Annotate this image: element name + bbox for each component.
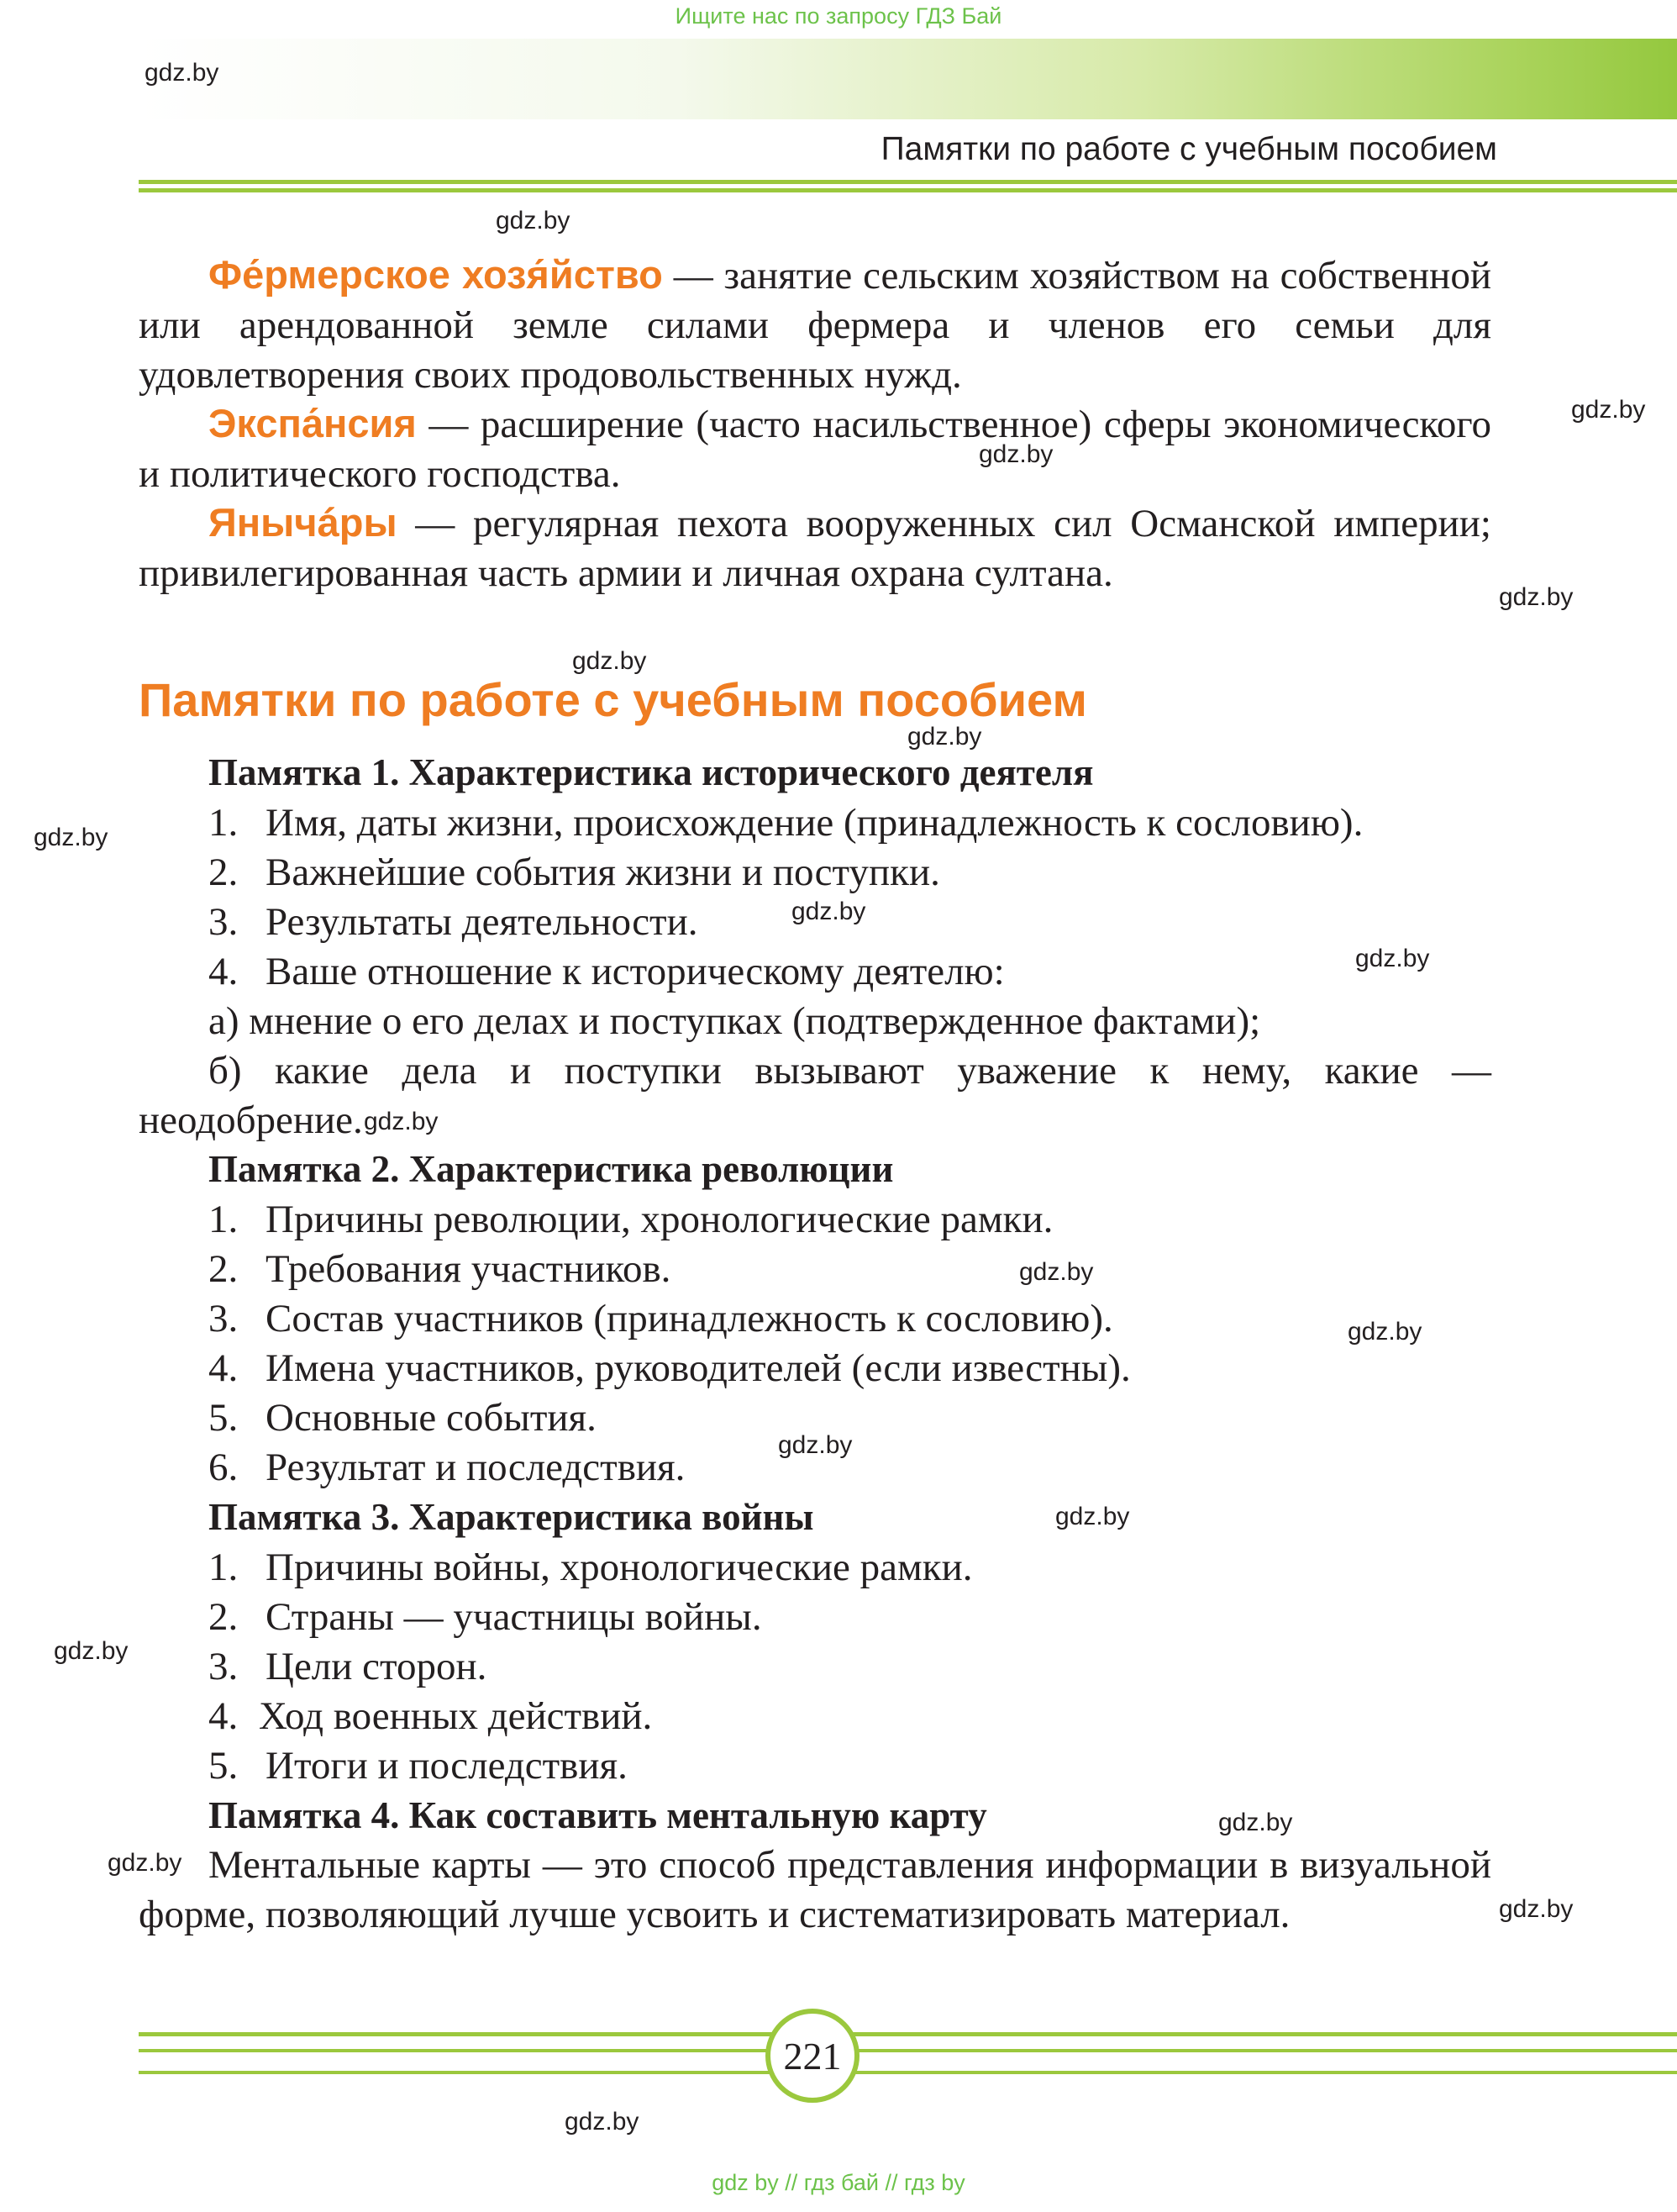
watermark: gdz.by (907, 723, 982, 750)
watermark: gdz.by (1499, 583, 1574, 611)
page-number-badge (765, 2009, 860, 2103)
watermark: gdz.by (1355, 945, 1430, 972)
top-search-banner[interactable]: Ищите нас по запросу ГДЗ Бай (675, 3, 1002, 29)
list-item: 4. Ход военных действий. (208, 1694, 653, 1738)
list-item: 5. Итоги и последствия. (208, 1744, 628, 1788)
watermark: gdz.by (791, 898, 866, 925)
watermark: gdz.by (1019, 1258, 1094, 1286)
glossary-entry-farm (139, 250, 1491, 400)
watermark: gdz.by (34, 824, 108, 851)
bottom-links[interactable]: gdz by // гдз бай // гдз by (712, 2170, 965, 2195)
sub-item-b: б) какие дела и поступки вызывают уважение к нему, какие — неодобрение. (139, 1049, 1491, 1142)
list-item: 3. Цели сторон. (208, 1645, 487, 1688)
glossary-definition: — занятие сельским хозяйством на собственной или арендованной земле силами фермера и членов его семьи для удовлетворения своих продовольственных нужд. (139, 254, 1491, 397)
header-gradient-band (139, 39, 1677, 119)
glossary-term: Экспа́нсия (208, 401, 417, 445)
watermark: gdz.by (979, 440, 1054, 468)
header-logo: gdz.by (145, 59, 219, 87)
list-item: 1. Имя, даты жизни, происхождение (принадлежность к сословию). (208, 801, 1364, 845)
list-item: 5. Основные события. (208, 1396, 597, 1440)
sub-item-a: а) мнение о его делах и поступках (подтвержденное фактами); (208, 999, 1261, 1043)
list-item: 2. Страны — участницы войны. (208, 1595, 762, 1639)
list-item: 1. Причины революции, хронологические рамки. (208, 1198, 1054, 1241)
memo-4-text: Ментальные карты — это способ представления информации в визуальной форме, позволяющий лучше усвоить и систематизировать материал. (139, 1843, 1491, 1936)
watermark: gdz.by (565, 2108, 639, 2136)
glossary-definition: — расширение (часто насильственное) сферы экономического и политического господства. (139, 403, 1491, 496)
list-item: 4. Имена участников, руководителей (если известны). (208, 1346, 1131, 1390)
list-item: 2. Требования участников. (208, 1247, 671, 1291)
memo-3-title: Памятка 3. Характеристика войны (208, 1496, 814, 1538)
glossary-entry-janissaries (139, 498, 1491, 598)
watermark: gdz.by (364, 1108, 439, 1135)
list-item: 1. Причины войны, хронологические рамки. (208, 1546, 973, 1589)
watermark: gdz.by (1055, 1503, 1130, 1530)
glossary-entry-expansion (139, 398, 1491, 499)
header-rule-bottom (139, 188, 1677, 192)
watermark: gdz.by (54, 1637, 129, 1665)
watermark: gdz.by (572, 647, 647, 675)
watermark: gdz.by (1571, 396, 1646, 424)
memo-4-title: Памятка 4. Как составить ментальную карту (208, 1794, 987, 1836)
watermark: gdz.by (1218, 1809, 1293, 1836)
section-title: Памятки по работе с учебным пособием (139, 673, 1087, 726)
list-item: 4. Ваше отношение к историческому деятелю: (208, 950, 1005, 993)
list-item: 2. Важнейшие события жизни и поступки. (208, 851, 940, 894)
running-header-title: Памятки по работе с учебным пособием (881, 131, 1497, 167)
page-number: 221 (783, 2034, 842, 2078)
watermark: gdz.by (1348, 1318, 1422, 1346)
watermark: gdz.by (496, 207, 570, 234)
watermark: gdz.by (778, 1431, 853, 1459)
watermark: gdz.by (1499, 1895, 1574, 1923)
list-item: 3. Результаты деятельности. (208, 900, 698, 944)
footer-rule-1 (139, 2032, 1677, 2036)
memo-2-title: Памятка 2. Характеристика революции (208, 1148, 894, 1190)
watermark: gdz.by (108, 1849, 182, 1877)
glossary-term: Янычáры (208, 500, 397, 545)
list-item: 3. Состав участников (принадлежность к сословию). (208, 1297, 1113, 1340)
glossary-definition: — регулярная пехота вооруженных сил Османской империи; привилегированная часть армии и личная охрана султана. (139, 502, 1491, 595)
memo-1-title: Памятка 1. Характеристика исторического деятеля (208, 751, 1094, 793)
footer-rule-3 (139, 2071, 1677, 2074)
header-rule-top (139, 180, 1677, 184)
footer-rule-2 (139, 2049, 1677, 2052)
list-item: 6. Результат и последствия. (208, 1446, 686, 1489)
glossary-term: Фе́рмерское хозя́йство (208, 252, 663, 297)
